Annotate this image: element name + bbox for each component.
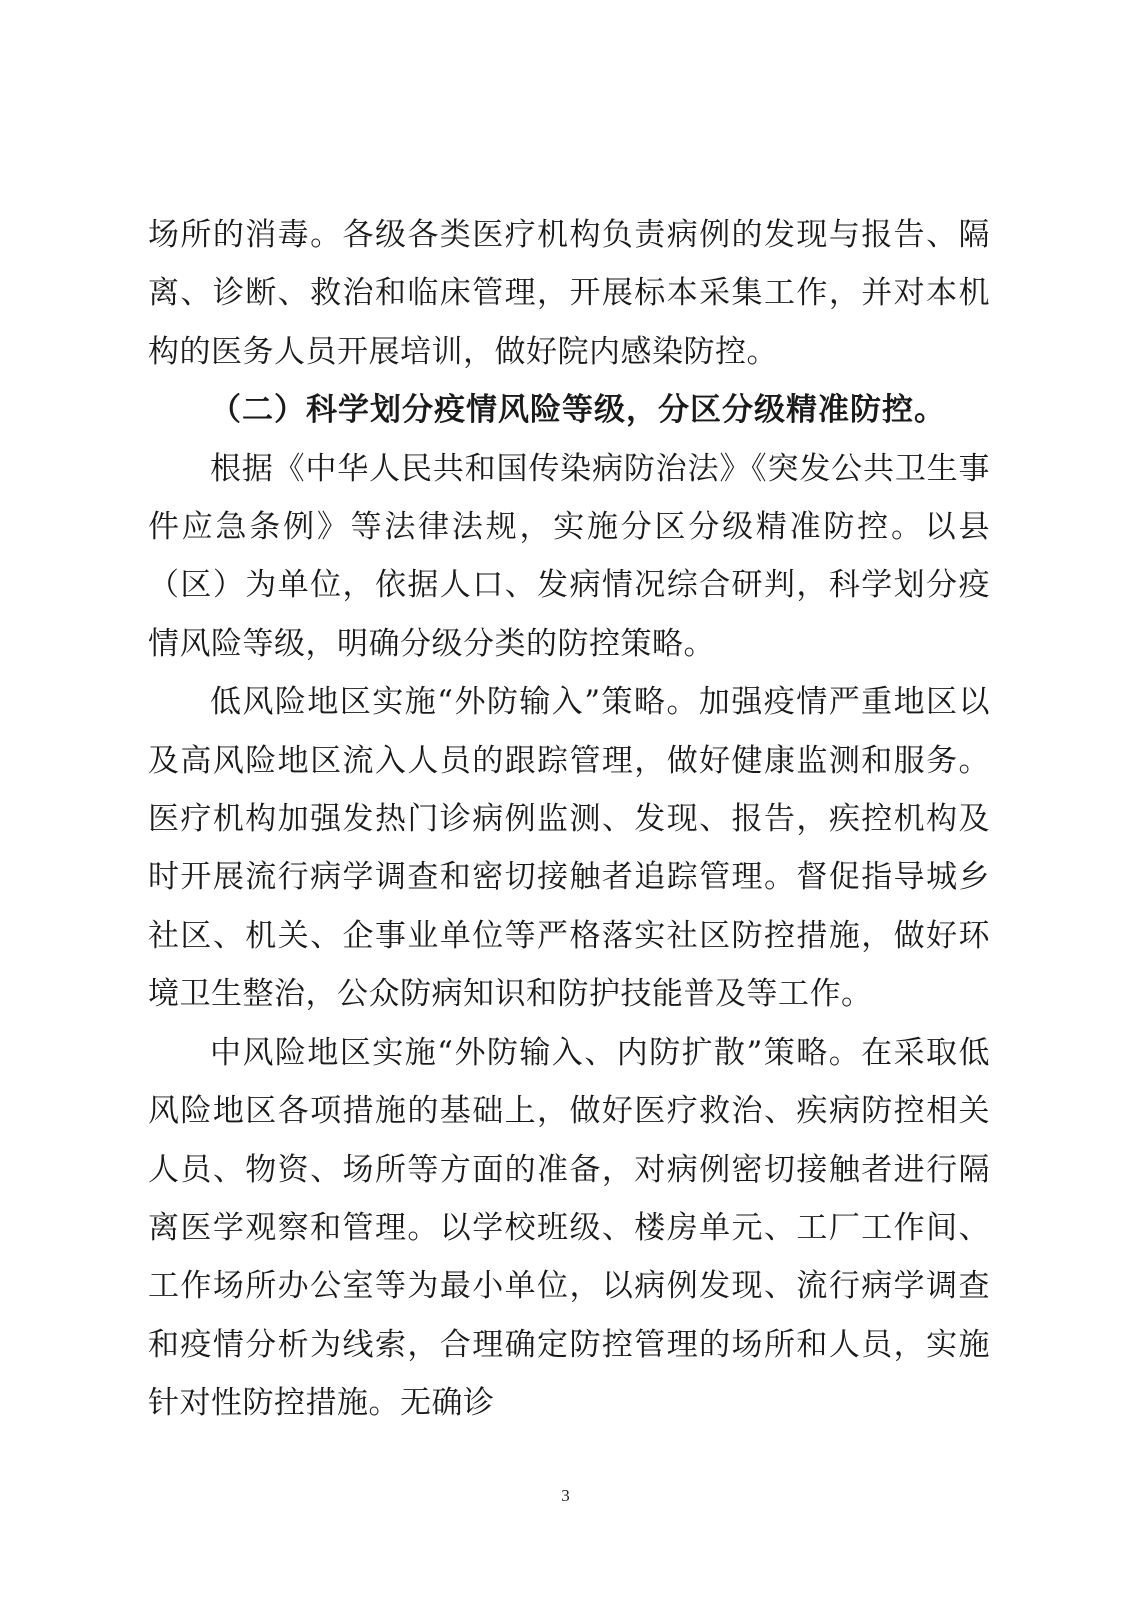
page-number: 3 [561, 1486, 570, 1505]
section-heading: （二）科学划分疫情风险等级，分区分级精准防控。 [210, 392, 946, 429]
paragraph-legal-basis: 根据《中华人民共和国传染病防治法》《突发公共卫生事件应急条例》等法律法规，实施分区分级精准防控。以县（区）为单位，依据人口、发病情况综合研判，科学划分疫情风险等级，明确分级分类的防控策略。 [148, 450, 990, 662]
paragraph-medium-risk: 中风险地区实施“外防输入、内防扩散”策略。在采取低风险地区各项措施的基础上，做好医疗救治、疾病防控相关人员、物资、场所等方面的准备，对病例密切接触者进行隔离医学观察和管理。以学校班级、楼房单元、工厂工作间、工作场所办公室等为最小单位，以病例发现、流行病学调查和疫情分析为线索，合理确定防控管理的场所和人员，实施针对性防控措施。无确诊 [148, 1034, 990, 1422]
paragraph-low-risk: 低风险地区实施“外防输入”策略。加强疫情严重地区以及高风险地区流入人员的跟踪管理，做好健康监测和服务。医疗机构加强发热门诊病例监测、发现、报告，疾控机构及时开展流行病学调查和密切接触者追踪管理。督促指导城乡社区、机关、企事业单位等严格落实社区防控措施，做好环境卫生整治，公众防病知识和防护技能普及等工作。 [148, 684, 990, 1013]
paragraph-continuation: 场所的消毒。各级各类医疗机构负责病例的发现与报告、隔离、诊断、救治和临床管理，开展标本采集工作，并对本机构的医务人员开展培训，做好院内感染防控。 [148, 217, 990, 370]
document-body [148, 206, 990, 1433]
